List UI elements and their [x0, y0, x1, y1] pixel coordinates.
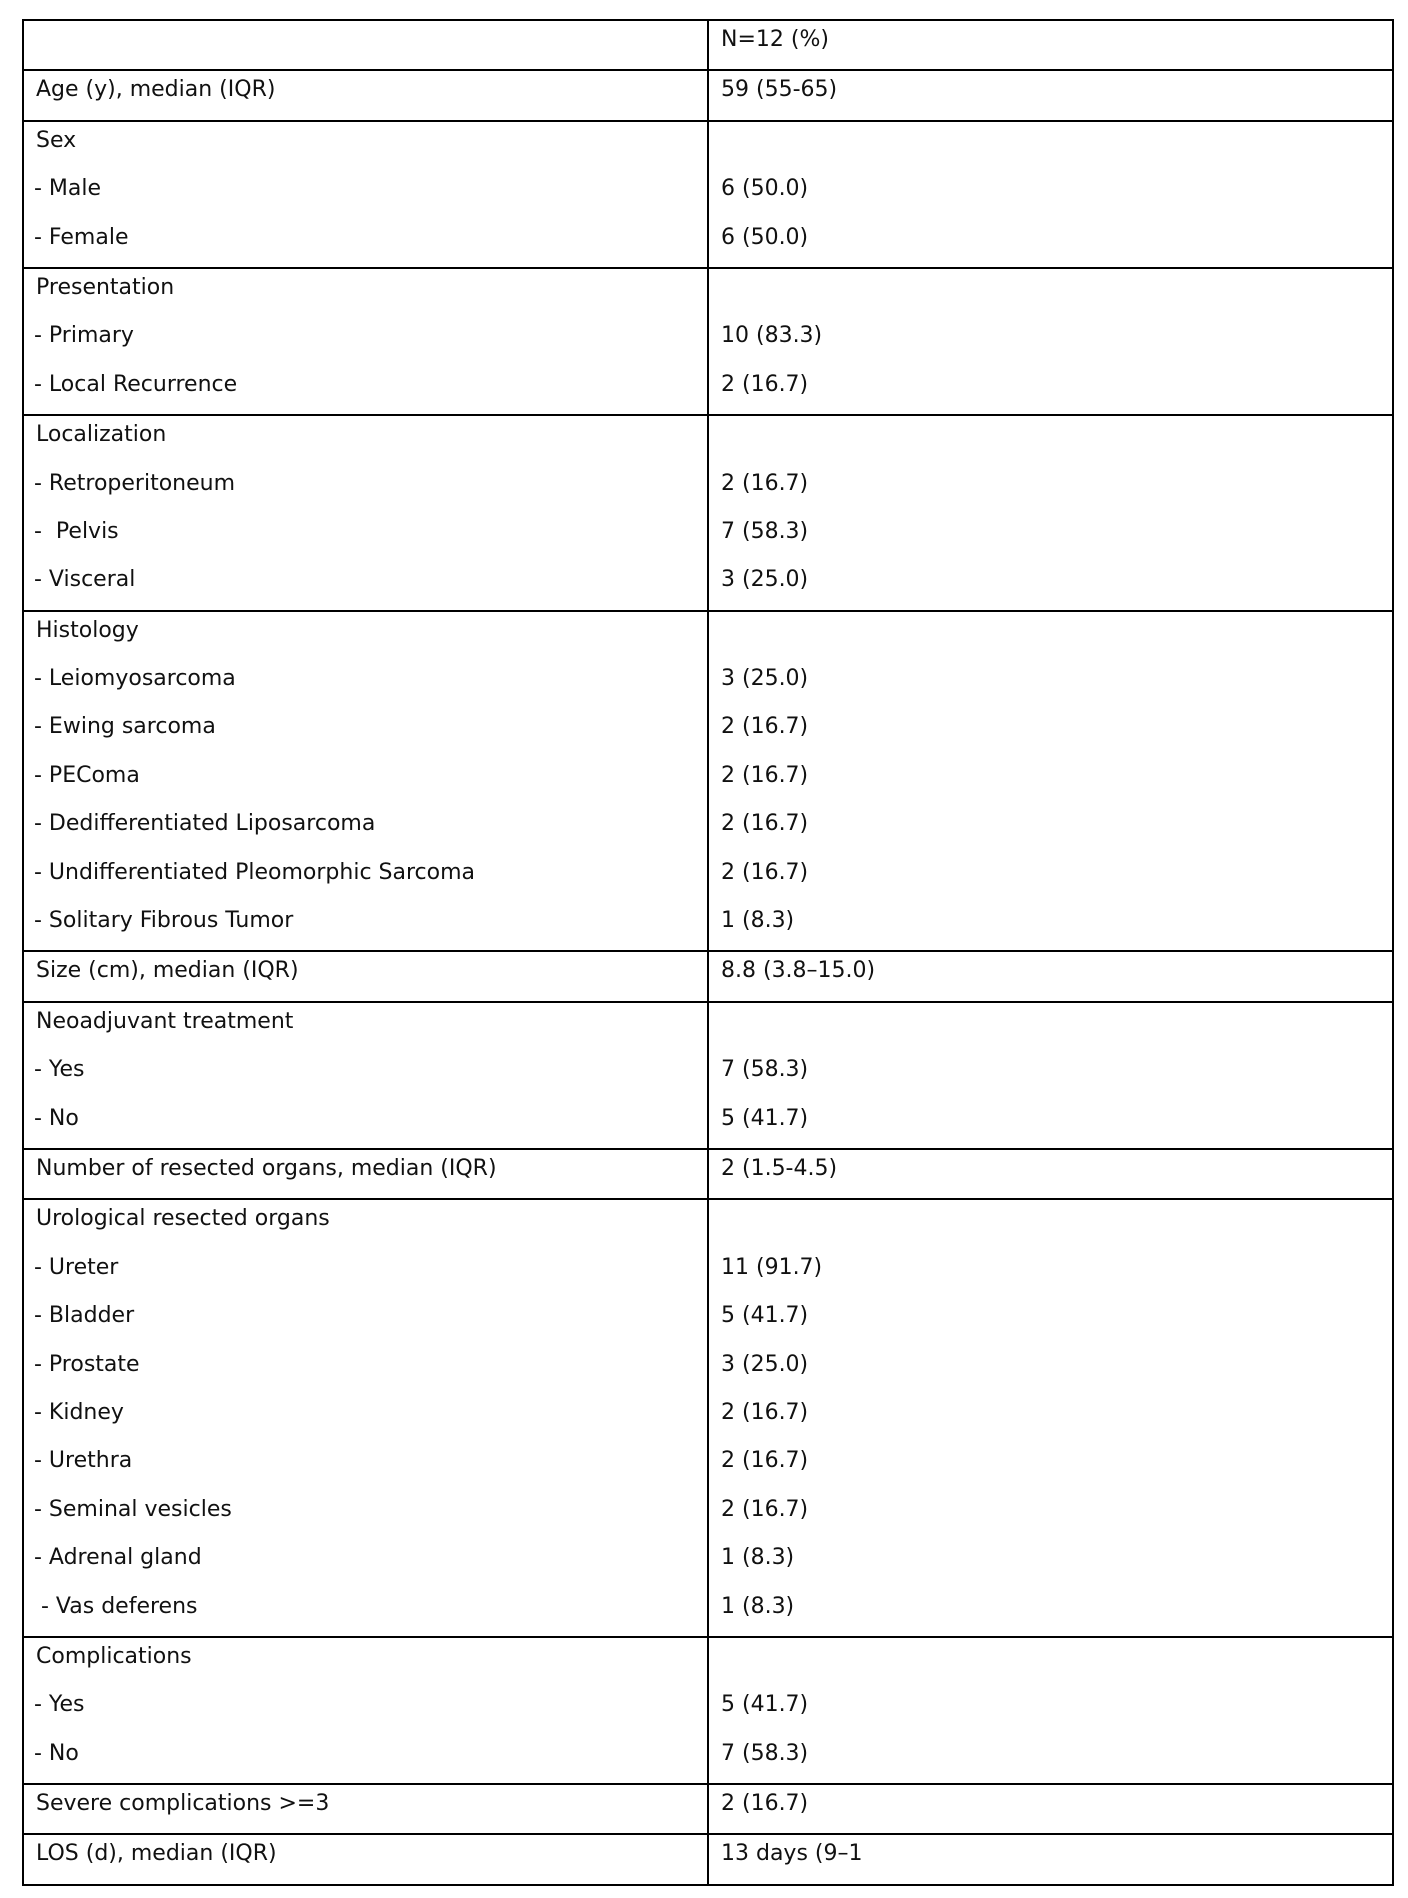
complications-value-1: 5 (41.7) [721, 1692, 809, 1718]
urological-organs-label-8: - Vas deferens [34, 1593, 198, 1619]
neoadjuvant-value-cell [708, 1002, 1393, 1149]
size-value-cell [708, 951, 1393, 1001]
urological-organs-value-cell [708, 1199, 1393, 1637]
header-label [24, 21, 707, 69]
urological-organs-label-1: - Ureter [34, 1254, 119, 1280]
neoadjuvant-label-0: Neoadjuvant treatment [36, 1008, 294, 1034]
table-row-neoadjuvant [23, 1002, 1393, 1149]
histology-value-2: 2 (16.7) [721, 714, 809, 740]
table-body [23, 20, 1393, 1885]
age-label-0: Age (y), median (IQR) [36, 77, 276, 103]
sex-value-2: 6 (50.0) [721, 224, 809, 250]
urological-organs-label-4: - Kidney [34, 1399, 124, 1425]
table-row-urological-organs [23, 1199, 1393, 1637]
urological-organs-value-1: 11 (91.7) [721, 1254, 823, 1280]
urological-organs-value-7: 1 (8.3) [721, 1545, 795, 1571]
presentation-label-cell [23, 268, 708, 415]
histology-label-2: - Ewing sarcoma [34, 714, 216, 740]
size-label-0: Size (cm), median (IQR) [36, 958, 299, 984]
los-value-0: 13 days (9–1 [721, 1841, 863, 1867]
severe-complications-label-cell [23, 1784, 708, 1834]
header-value: N=12 (%) [721, 27, 829, 52]
urological-organs-value-8: 1 (8.3) [721, 1593, 795, 1619]
complications-label-0: Complications [36, 1643, 192, 1669]
complications-label-cell [23, 1637, 708, 1784]
header-value-cell [708, 20, 1393, 70]
table-row-localization [23, 415, 1393, 611]
histology-label-1: - Leiomyosarcoma [34, 666, 236, 692]
complications-value-cell [708, 1637, 1393, 1784]
urological-organs-value-6: 2 (16.7) [721, 1496, 809, 1522]
presentation-label-2: - Local Recurrence [34, 371, 238, 397]
localization-label-0: Localization [36, 422, 167, 448]
histology-label-5: - Undifferentiated Pleomorphic Sarcoma [34, 859, 476, 885]
urological-organs-label-7: - Adrenal gland [34, 1545, 202, 1571]
table-row-age [23, 70, 1393, 120]
los-value-cell [708, 1834, 1393, 1884]
resected-organs-count-value-0: 2 (1.5-4.5) [721, 1155, 838, 1181]
urological-organs-label-cell [23, 1199, 708, 1637]
urological-organs-label-6: - Seminal vesicles [34, 1496, 232, 1522]
table-row-complications [23, 1637, 1393, 1784]
severe-complications-value-cell [708, 1784, 1393, 1834]
histology-label-cell [23, 611, 708, 952]
histology-value-0 [709, 612, 1392, 660]
presentation-value-cell [708, 268, 1393, 415]
urological-organs-value-2: 5 (41.7) [721, 1303, 809, 1329]
table-row-resected-organs-count [23, 1149, 1393, 1199]
urological-organs-label-0: Urological resected organs [36, 1206, 330, 1232]
table-row-severe-complications [23, 1784, 1393, 1834]
histology-value-cell [708, 611, 1393, 952]
sex-value-cell [708, 121, 1393, 268]
localization-label-1: - Retroperitoneum [34, 470, 236, 496]
characteristics-table [22, 19, 1394, 1886]
resected-organs-count-label-cell [23, 1149, 708, 1199]
table-row-histology [23, 611, 1393, 952]
sex-label-0: Sex [36, 127, 77, 153]
neoadjuvant-label-2: - No [34, 1105, 79, 1131]
sex-label-1: - Male [34, 176, 102, 202]
los-label-cell [23, 1834, 708, 1884]
urological-organs-value-5: 2 (16.7) [721, 1448, 809, 1474]
histology-value-3: 2 (16.7) [721, 762, 809, 788]
header-row [23, 20, 1393, 70]
sex-label-cell [23, 121, 708, 268]
histology-label-0: Histology [36, 617, 139, 643]
urological-organs-value-0 [709, 1200, 1392, 1248]
complications-label-1: - Yes [34, 1692, 85, 1718]
histology-label-6: - Solitary Fibrous Tumor [34, 908, 294, 934]
histology-label-3: - PEComa [34, 762, 140, 788]
resected-organs-count-value-cell [708, 1149, 1393, 1199]
presentation-value-0 [709, 269, 1392, 317]
presentation-label-0: Presentation [36, 274, 175, 300]
histology-value-6: 1 (8.3) [721, 908, 795, 934]
localization-value-3: 3 (25.0) [721, 567, 809, 593]
sex-label-2: - Female [34, 224, 129, 250]
localization-label-cell [23, 415, 708, 611]
table-row-los [23, 1834, 1393, 1884]
sex-value-1: 6 (50.0) [721, 176, 809, 202]
presentation-label-1: - Primary [34, 323, 134, 349]
header-label-cell [23, 20, 708, 70]
complications-value-0 [709, 1638, 1392, 1686]
localization-value-1: 2 (16.7) [721, 470, 809, 496]
age-value-0: 59 (55-65) [721, 77, 838, 103]
severe-complications-label-0: Severe complications >=3 [36, 1791, 330, 1817]
localization-value-cell [708, 415, 1393, 611]
histology-value-5: 2 (16.7) [721, 859, 809, 885]
localization-label-3: - Visceral [34, 567, 136, 593]
urological-organs-label-5: - Urethra [34, 1448, 133, 1474]
severe-complications-value-0: 2 (16.7) [721, 1791, 809, 1817]
table-row-presentation [23, 268, 1393, 415]
size-value-0: 8.8 (3.8–15.0) [721, 958, 876, 984]
complications-label-2: - No [34, 1740, 79, 1766]
sex-value-0 [709, 122, 1392, 170]
resected-organs-count-label-0: Number of resected organs, median (IQR) [36, 1155, 497, 1181]
neoadjuvant-value-2: 5 (41.7) [721, 1105, 809, 1131]
presentation-value-2: 2 (16.7) [721, 371, 809, 397]
complications-value-2: 7 (58.3) [721, 1740, 809, 1766]
age-label-cell [23, 70, 708, 120]
size-label-cell [23, 951, 708, 1001]
presentation-value-1: 10 (83.3) [721, 323, 823, 349]
neoadjuvant-value-0 [709, 1003, 1392, 1051]
localization-value-0 [709, 416, 1392, 464]
localization-value-2: 7 (58.3) [721, 518, 809, 544]
neoadjuvant-value-1: 7 (58.3) [721, 1057, 809, 1083]
localization-label-2: - Pelvis [34, 518, 119, 544]
urological-organs-label-3: - Prostate [34, 1351, 140, 1377]
histology-value-4: 2 (16.7) [721, 811, 809, 837]
age-value-cell [708, 70, 1393, 120]
urological-organs-label-2: - Bladder [34, 1303, 135, 1329]
table-row-sex [23, 121, 1393, 268]
neoadjuvant-label-1: - Yes [34, 1057, 85, 1083]
neoadjuvant-label-cell [23, 1002, 708, 1149]
los-label-0: LOS (d), median (IQR) [36, 1841, 277, 1867]
table-row-size [23, 951, 1393, 1001]
histology-value-1: 3 (25.0) [721, 666, 809, 692]
urological-organs-value-4: 2 (16.7) [721, 1399, 809, 1425]
histology-label-4: - Dedifferentiated Liposarcoma [34, 811, 376, 837]
urological-organs-value-3: 3 (25.0) [721, 1351, 809, 1377]
